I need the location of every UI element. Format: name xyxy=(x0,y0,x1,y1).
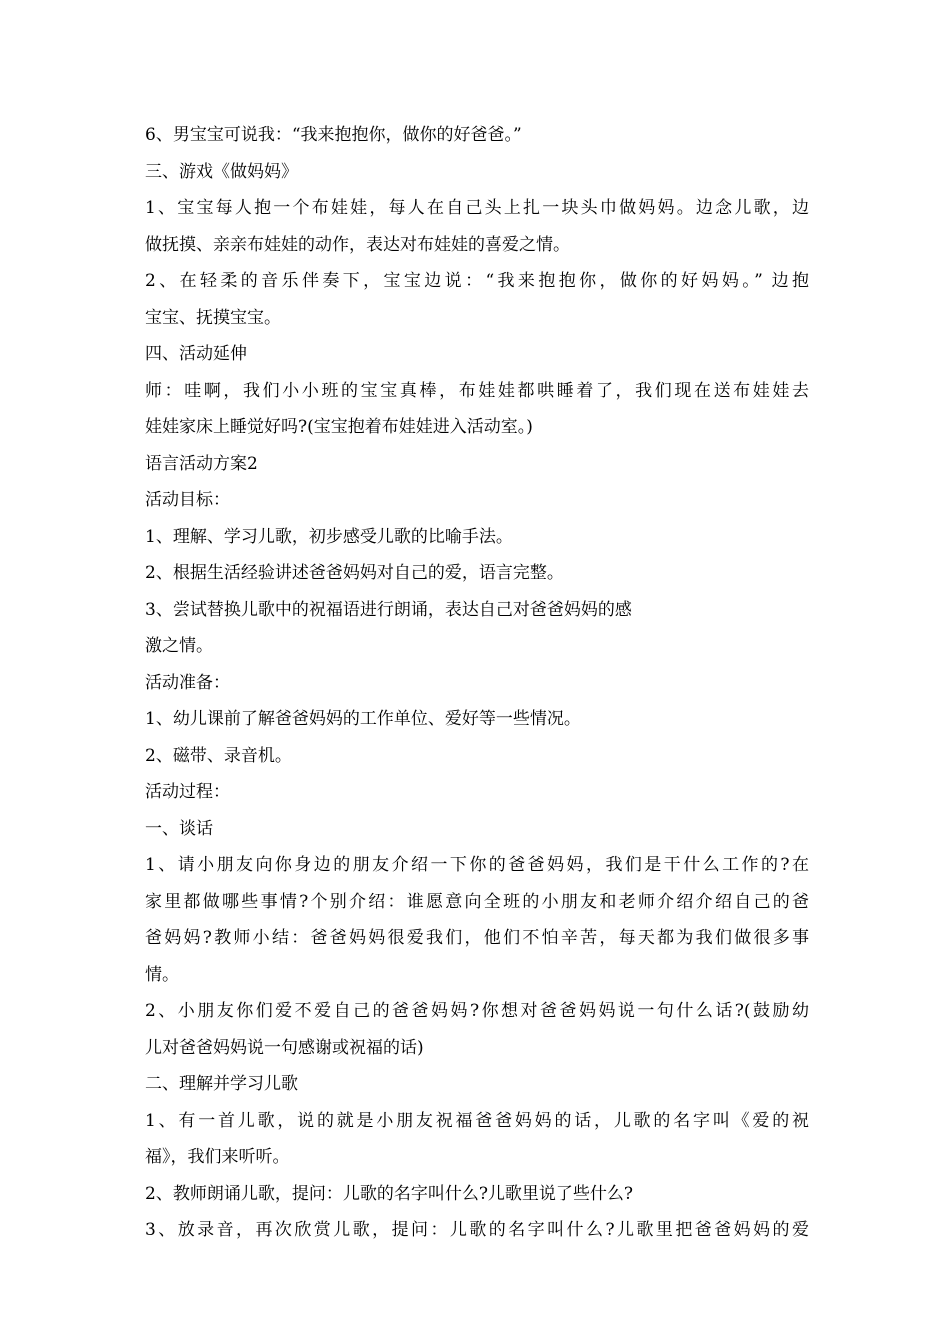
text-line: 6、男宝宝可说我：“我来抱抱你，做你的好爸爸。” xyxy=(145,125,522,145)
section-heading: 活动目标： xyxy=(145,490,230,510)
section-heading: 二、理解并学习儿歌 xyxy=(145,1074,298,1094)
text-line: 激之情。 xyxy=(145,636,213,656)
section-heading: 活动准备： xyxy=(145,672,230,693)
text-line: 1、宝宝每人抱一个布娃娃，每人在自己头上扎一块头巾做妈妈。边念儿歌，边 xyxy=(145,198,809,218)
text-line: 爸妈妈?教师小结：爸爸妈妈很爱我们，他们不怕辛苦，每天都为我们做很多事 xyxy=(145,928,809,948)
text-line: 福》，我们来听听。 xyxy=(145,1147,290,1167)
document-body xyxy=(145,117,809,1249)
text-line: 家里都做哪些事情?个别介绍：谁愿意向全班的小朋友和老师介绍介绍自己的爸 xyxy=(145,891,809,912)
text-line: 1、理解、学习儿歌，初步感受儿歌的比喻手法。 xyxy=(145,526,513,547)
text-line: 2、小朋友你们爱不爱自己的爸爸妈妈?你想对爸爸妈妈说一句什么话?(鼓励幼 xyxy=(145,1001,809,1021)
text-line: 师：哇啊，我们小小班的宝宝真棒，布娃娃都哄睡着了，我们现在送布娃娃去 xyxy=(145,380,809,401)
text-line: 儿对爸爸妈妈说一句感谢或祝福的话) xyxy=(145,1037,424,1058)
text-line: 做抚摸、亲亲布娃娃的动作，表达对布娃娃的喜爱之情。 xyxy=(145,234,570,255)
text-line: 2、根据生活经验讲述爸爸妈妈对自己的爱，语言完整。 xyxy=(145,563,564,583)
section-heading: 三、游戏《做妈妈》 xyxy=(145,161,298,182)
section-heading: 活动过程： xyxy=(145,782,230,802)
text-line: 2、教师朗诵儿歌，提问：儿歌的名字叫什么?儿歌里说了些什么? xyxy=(145,1183,634,1204)
text-line: 3、放录音，再次欣赏儿歌，提问：儿歌的名字叫什么?儿歌里把爸爸妈妈的爱 xyxy=(145,1220,809,1240)
text-line: 3、尝试替换儿歌中的祝福语进行朗诵，表达自己对爸爸妈妈的感 xyxy=(145,599,632,620)
text-line: 1、请小朋友向你身边的朋友介绍一下你的爸爸妈妈，我们是干什么工作的?在 xyxy=(145,855,809,875)
text-line: 情。 xyxy=(145,964,179,985)
text-line: 1、幼儿课前了解爸爸妈妈的工作单位、爱好等一些情况。 xyxy=(145,709,581,729)
text-line: 2、在轻柔的音乐伴奏下，宝宝边说：“我来抱抱你，做你的好妈妈。” 边抱 xyxy=(145,271,809,291)
text-line: 娃娃家床上睡觉好吗?(宝宝抱着布娃娃进入活动室。) xyxy=(145,417,533,437)
section-heading: 一、谈话 xyxy=(145,818,213,839)
section-heading: 四、活动延伸 xyxy=(145,344,247,364)
document-title: 语言活动方案2 xyxy=(145,453,258,474)
text-line: 1、有一首儿歌，说的就是小朋友祝福爸爸妈妈的话，儿歌的名字叫《爱的祝 xyxy=(145,1110,809,1131)
text-line: 宝宝、抚摸宝宝。 xyxy=(145,307,281,328)
text-line: 2、磁带、录音机。 xyxy=(145,745,292,766)
